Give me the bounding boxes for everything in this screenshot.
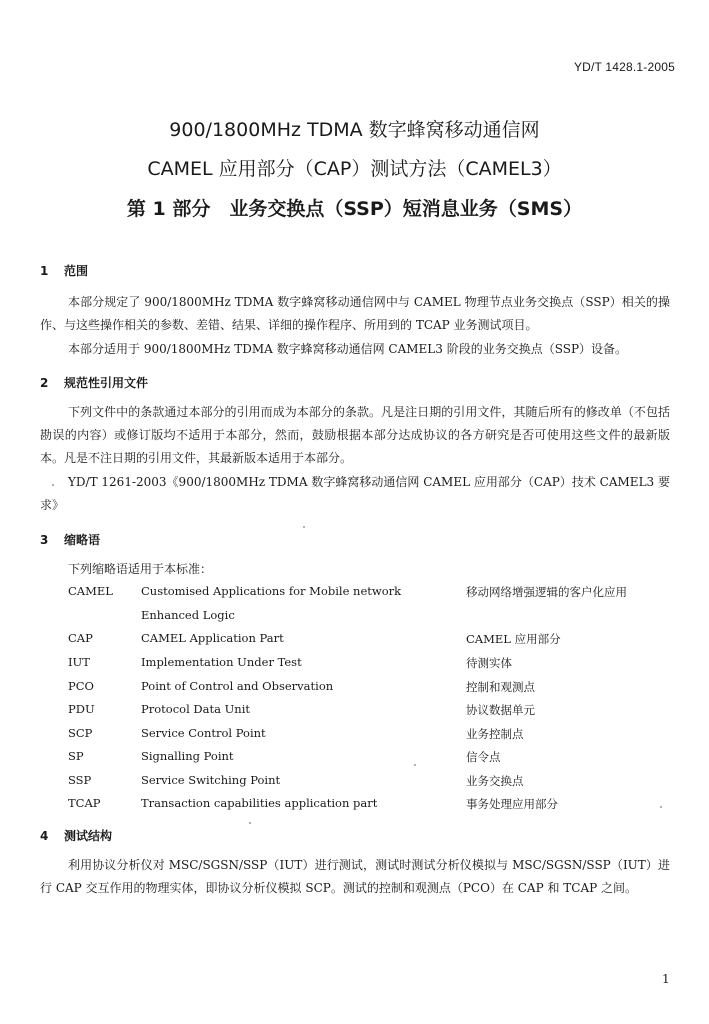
abbreviation-chinese: 业务控制点	[466, 727, 524, 741]
abbreviation-row	[0, 584, 709, 604]
section-number: 2	[40, 376, 49, 390]
abbreviation: PDU	[68, 702, 95, 716]
abbreviation-row	[0, 608, 709, 628]
section-number: 3	[40, 533, 49, 547]
section-1-paragraph-1: 本部分规定了 900/1800MHz TDMA 数字蜂窝移动通信网中与 CAMEL 物理节点业务交换点（SSP）相关的操作、与这些操作相关的参数、差错、结果、详细的操作程序、所用到的 TCAP 业务测试项目。	[40, 295, 670, 332]
section-4-paragraph-1: 利用协议分析仪对 MSC/SGSN/SSP（IUT）进行测试，测试时测试分析仪模拟与 MSC/SGSN/SSP（IUT）进行 CAP 交互作用的物理实体，即协议分析仪模拟 SCP。测试的控制和观测点（PCO）在 CAP 和 TCAP 之间。	[40, 858, 670, 895]
section-3-heading	[40, 531, 100, 548]
section-title: 规范性引用文件	[64, 376, 149, 390]
abbreviation-english: Signalling Point	[141, 749, 234, 763]
section-2-heading	[40, 374, 148, 391]
section-title: 缩略语	[64, 533, 101, 547]
title-line-2: CAMEL 应用部分（CAP）测试方法（CAMEL3）	[147, 158, 562, 180]
abbreviation: CAP	[68, 631, 93, 645]
section-1-heading	[40, 262, 88, 279]
page-number: 1	[662, 972, 670, 986]
abbreviation-chinese: 信令点	[466, 750, 501, 764]
abbreviation-english: Point of Control and Observation	[141, 679, 334, 693]
section-1-paragraph-2: 本部分适用于 900/1800MHz TDMA 数字蜂窝移动通信网 CAMEL3 阶段的业务交换点（SSP）设备。	[68, 342, 628, 356]
section-title: 测试结构	[64, 829, 113, 843]
abbreviation: SSP	[68, 773, 92, 787]
scan-speck	[52, 484, 54, 486]
abbreviation: SP	[68, 749, 84, 763]
abbreviation-row	[0, 749, 709, 769]
abbreviations-intro: 下列缩略语适用于本标准：	[68, 562, 213, 576]
abbreviation-row	[0, 631, 709, 651]
abbreviation-chinese: 待测实体	[466, 656, 512, 670]
title-line-1: 900/1800MHz TDMA 数字蜂窝移动通信网	[169, 119, 540, 141]
abbreviation-english: Service Switching Point	[141, 773, 281, 787]
abbreviation-row	[0, 726, 709, 746]
section-2-paragraph-1: 下列文件中的条款通过本部分的引用而成为本部分的条款。凡是注日期的引用文件，其随后所有的修改单（不包括勘误的内容）或修订版均不适用于本部分，然而，鼓励根据本部分达成协议的各方研究是否可使用这些文件的最新版本。凡是不注日期的引用文件，其最新版本适用于本部分。	[40, 405, 670, 465]
abbreviation-row	[0, 702, 709, 722]
section-number: 1	[40, 264, 49, 278]
abbreviation-chinese: CAMEL 应用部分	[466, 632, 561, 646]
abbreviation-english: Enhanced Logic	[141, 608, 235, 622]
abbreviation-chinese: 移动网络增强逻辑的客户化应用	[466, 585, 627, 599]
abbreviation-english: CAMEL Application Part	[141, 631, 284, 645]
abbreviation-english: Service Control Point	[141, 726, 266, 740]
scan-speck	[249, 822, 251, 824]
abbreviation-english: Transaction capabilities application part	[141, 796, 378, 810]
abbreviation-row	[0, 655, 709, 675]
section-title: 范围	[64, 264, 89, 278]
abbreviation: IUT	[68, 655, 90, 669]
abbreviation-row	[0, 773, 709, 793]
section-number: 4	[40, 829, 49, 843]
section-2-paragraph-2: YD/T 1261-2003《900/1800MHz TDMA 数字蜂窝移动通信网 CAMEL 应用部分（CAP）技术 CAMEL3 要求》	[40, 475, 670, 512]
abbreviation-english: Customised Applications for Mobile network	[141, 584, 402, 598]
scan-speck	[303, 526, 305, 528]
abbreviation-row	[0, 679, 709, 699]
abbreviation-chinese: 事务处理应用部分	[466, 797, 558, 811]
scan-speck	[660, 806, 662, 808]
abbreviation: SCP	[68, 726, 93, 740]
abbreviation-chinese: 控制和观测点	[466, 680, 535, 694]
abbreviation-chinese: 协议数据单元	[466, 703, 535, 717]
abbreviation: PCO	[68, 679, 94, 693]
standard-number: YD/T 1428.1-2005	[573, 60, 675, 74]
abbreviation-english: Protocol Data Unit	[141, 702, 251, 716]
abbreviation-row	[0, 796, 709, 816]
abbreviation-chinese: 业务交换点	[466, 774, 524, 788]
section-4-heading	[40, 827, 112, 844]
title-line-3: 第 1 部分 业务交换点（SSP）短消息业务（SMS）	[126, 198, 583, 220]
scan-speck	[414, 764, 416, 766]
abbreviation: TCAP	[68, 796, 101, 810]
abbreviation: CAMEL	[68, 584, 113, 598]
abbreviation-english: Implementation Under Test	[141, 655, 302, 669]
